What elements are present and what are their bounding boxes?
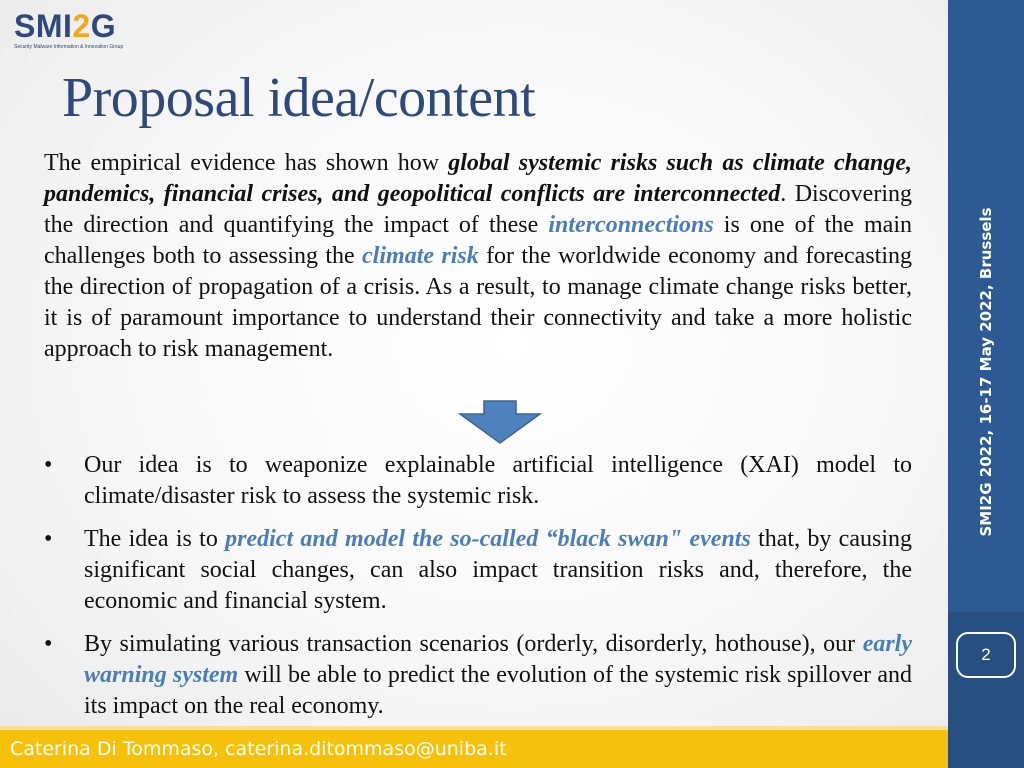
down-arrow-icon xyxy=(458,400,542,444)
footer: Caterina Di Tommaso, caterina.ditommaso@uniba.it xyxy=(0,730,948,768)
bullet-list xyxy=(44,450,912,734)
highlight-black-swan: predict and model the so-called “black swan" events xyxy=(225,526,751,552)
logo-subtitle: Security Malware Information & Innovation Group xyxy=(14,44,124,50)
list-item: • The idea is to predict and model the so-called “black swan" events that, by causing significant social changes, can also impact transition risks and, therefore, the economic and financial system. xyxy=(44,526,912,614)
slide-title: Proposal idea/content xyxy=(62,67,536,129)
highlight-climate-risk: climate risk xyxy=(362,243,479,269)
logo-wordmark: SMI2G xyxy=(14,8,117,44)
highlight-early-warning: early warning system xyxy=(84,631,912,688)
intro-emphasis: global systemic risks such as climate change, pandemics, financial crises, and geopolitical conflicts are interconnected xyxy=(44,150,912,207)
intro-paragraph: The empirical evidence has shown how global systemic risks such as climate change, pandemics, financial crises, and geopolitical conflicts are interconnected. Discovering the direction and quantifying the impact of these interconnections is one of the main challenges both to assessing the climate risk for the worldwide economy and forecasting the direction of propagation of a crisis. As a result, to manage climate change risks better, it is of paramount importance to understand their connectivity and take a more holistic approach to risk management. xyxy=(44,150,913,362)
page-number: 2 xyxy=(981,645,991,664)
bullet-point: • xyxy=(44,452,53,478)
bullet-point: • xyxy=(44,631,53,657)
highlight-interconnections: interconnections xyxy=(548,212,714,238)
bullet-point: • xyxy=(44,526,53,552)
list-item: • By simulating various transaction scenarios (orderly, disorderly, hothouse), our early warning system will be able to predict the evolution of the systemic risk spillover and its impact on the real economy. xyxy=(44,631,912,719)
event-label: SMI2G 2022, 16-17 May 2022, Brussels xyxy=(977,207,995,537)
logo xyxy=(14,8,146,50)
list-item: • Our idea is to weaponize explainable artificial intelligence (XAI) model to climate/disaster risk to assess the systemic risk. xyxy=(44,452,912,509)
